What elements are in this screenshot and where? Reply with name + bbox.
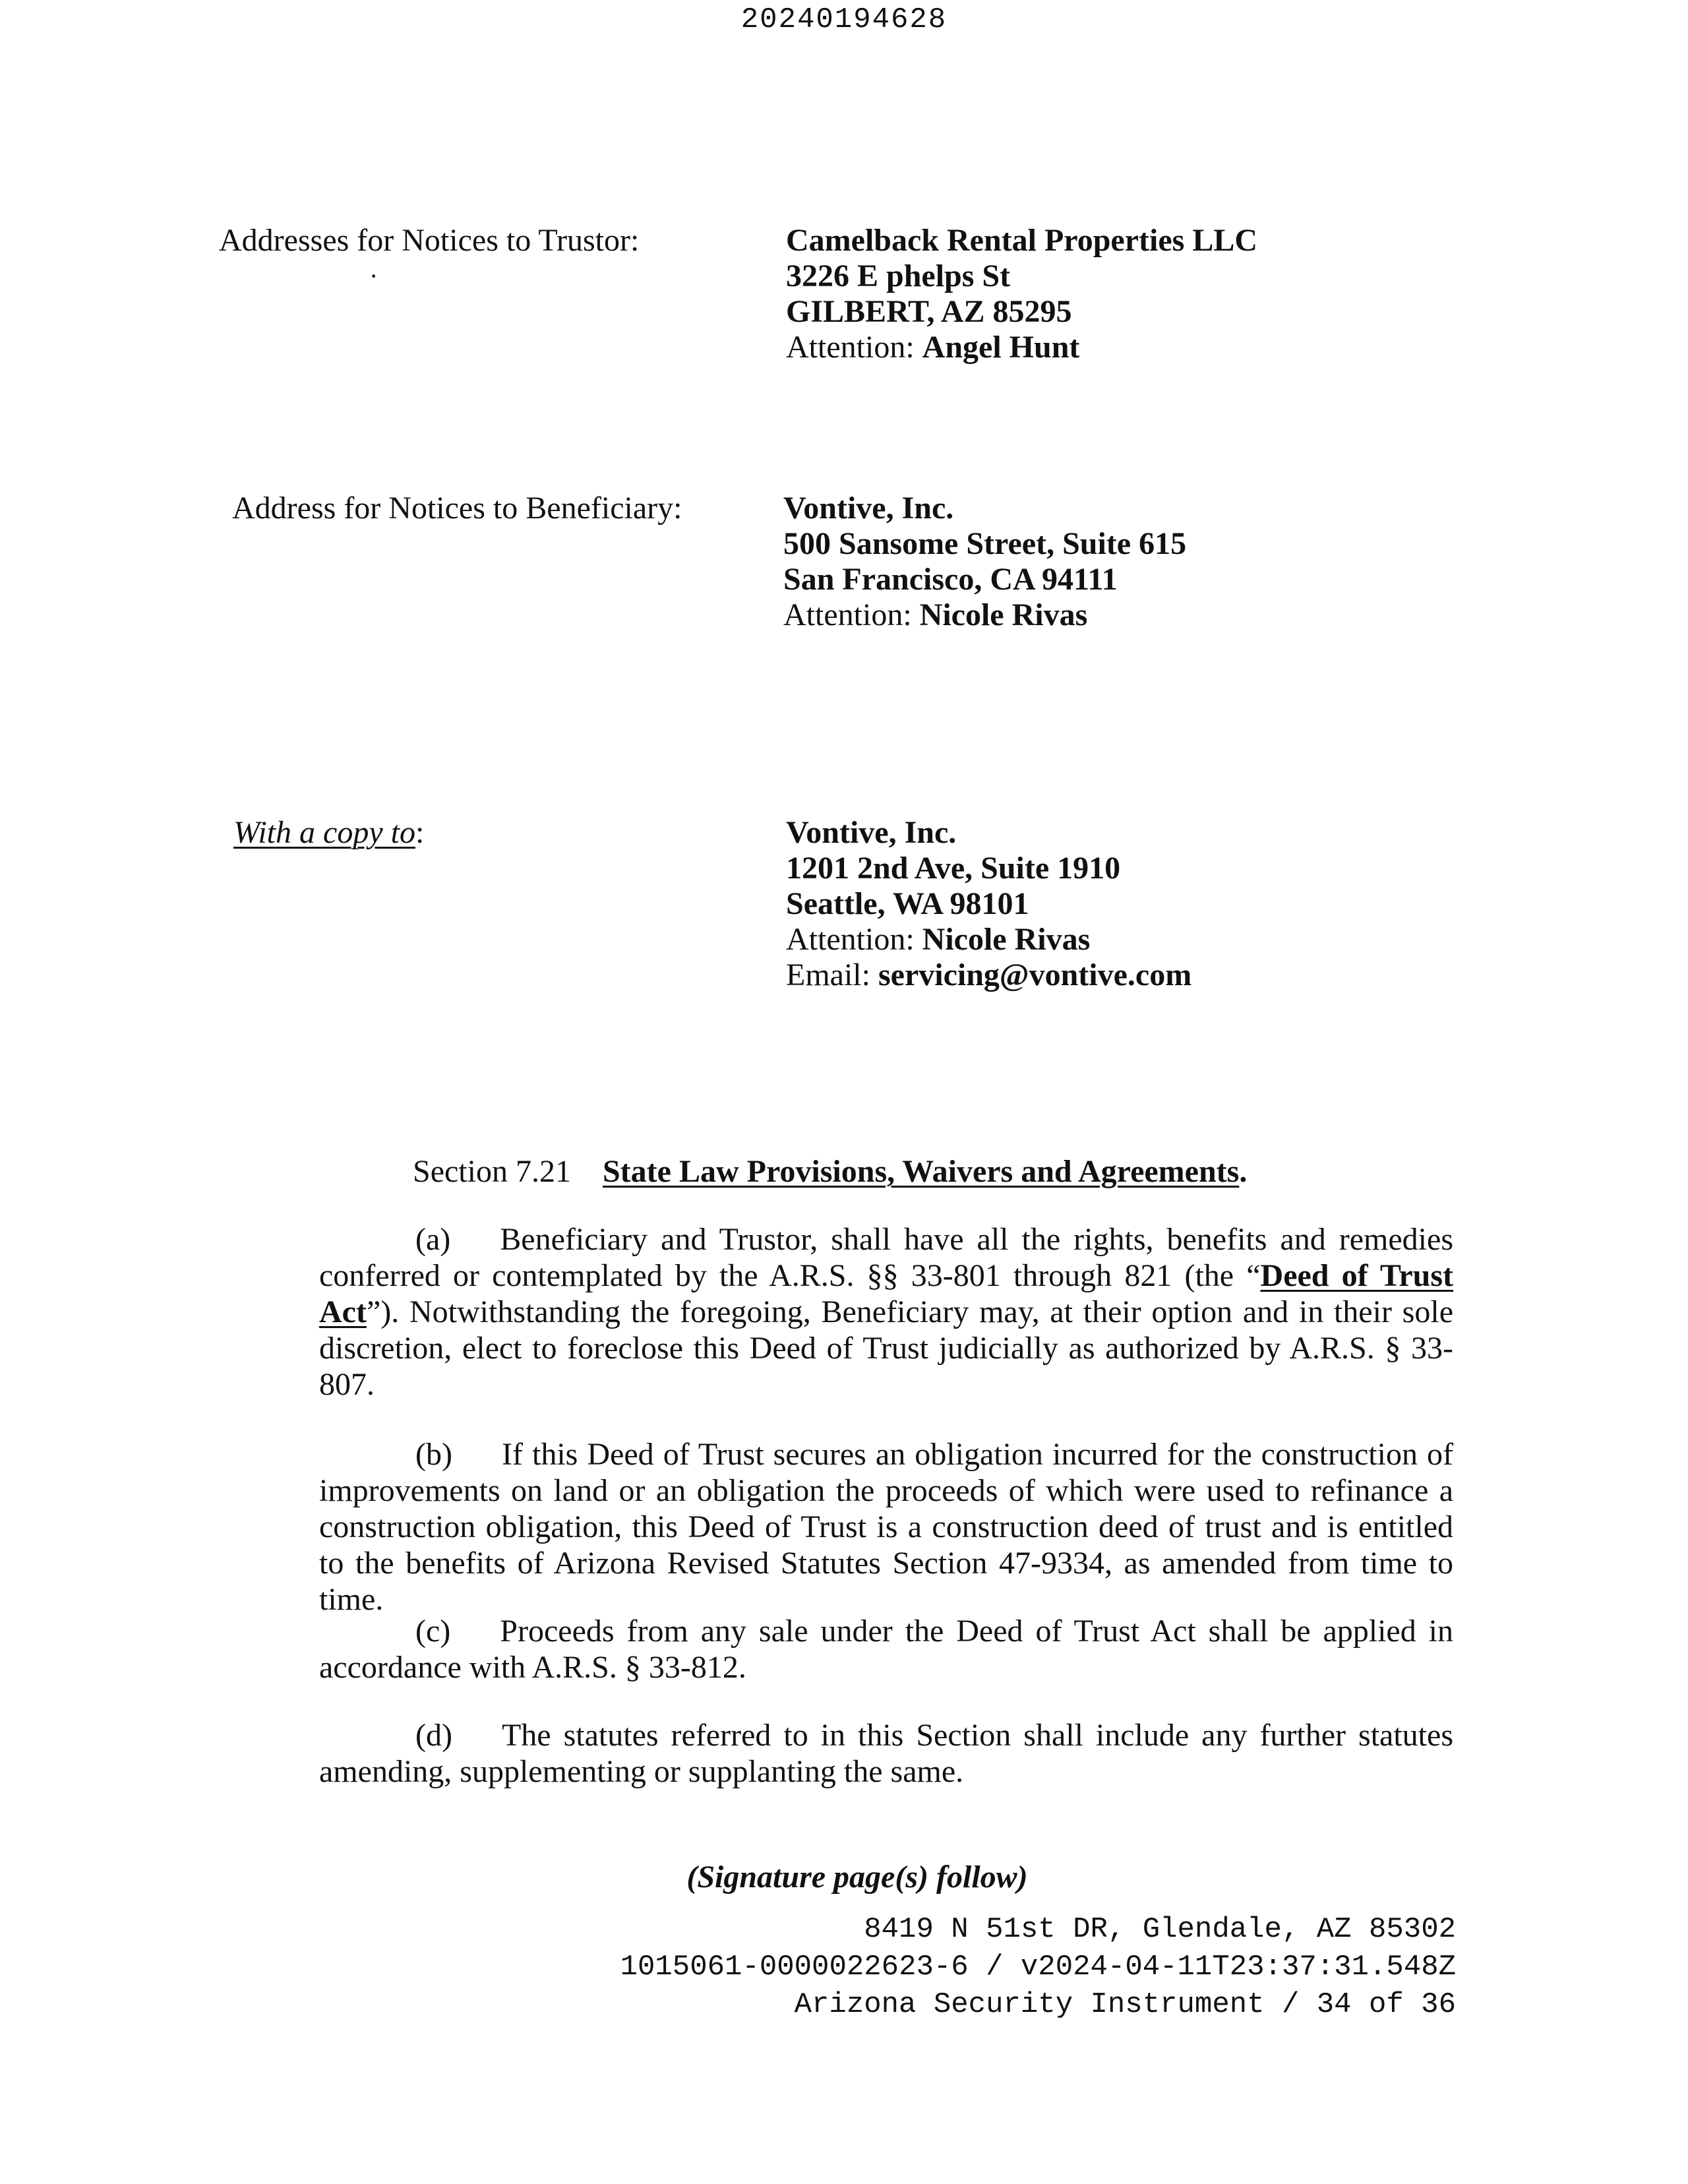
attention-name: Nicole Rivas <box>922 922 1091 957</box>
attention-label: Attention: <box>786 922 915 957</box>
paragraph-b-tag: (b) <box>415 1437 452 1472</box>
trustor-label: Addresses for Notices to Trustor: <box>219 223 640 258</box>
copy-to-text: With a copy to <box>233 815 415 850</box>
deed-of-trust-act-term: Deed of Trust Act <box>319 1258 1454 1329</box>
paragraph-d-tag: (d) <box>415 1718 452 1753</box>
beneficiary-attention <box>783 597 1186 633</box>
copy-email <box>786 957 1191 993</box>
beneficiary-name: Vontive, Inc. <box>783 491 954 526</box>
section-title-period: . <box>1239 1154 1248 1189</box>
trustor-city: GILBERT, AZ 85295 <box>786 294 1072 329</box>
paragraph-a <box>319 1221 1453 1403</box>
signature-note: (Signature page(s) follow) <box>686 1860 1028 1895</box>
attention-label: Attention: <box>783 597 912 632</box>
paragraph-a-tag: (a) <box>415 1222 451 1257</box>
paragraph-b <box>319 1436 1453 1618</box>
paragraph-d <box>319 1717 1453 1790</box>
footer-address: 8419 N 51st DR, Glendale, AZ 85302 <box>864 1913 1456 1946</box>
beneficiary-street: 500 Sansome Street, Suite 615 <box>783 526 1187 561</box>
copy-address-block <box>786 815 1191 993</box>
attention-label: Attention: <box>786 330 915 365</box>
footer-block <box>620 1911 1456 2024</box>
email-label: Email: <box>786 957 870 992</box>
section-heading <box>413 1154 1247 1190</box>
paragraph-a-text-2: ”). Notwithstanding the foregoing, Beneficiary may, at their option and in their sole discretion, elect to foreclose this Deed of Trust judicially as authorized by A.R.S. § 33-807. <box>319 1294 1453 1402</box>
beneficiary-city: San Francisco, CA 94111 <box>783 562 1118 597</box>
paragraph-c <box>319 1613 1453 1685</box>
attention-name: Nicole Rivas <box>919 597 1088 632</box>
copy-to-colon: : <box>415 815 425 850</box>
stray-dot: · <box>369 261 378 291</box>
paragraph-c-text: Proceeds from any sale under the Deed of Trust Act shall be applied in accordance with A.R.S. § 33-812. <box>319 1614 1453 1685</box>
attention-name: Angel Hunt <box>922 330 1080 365</box>
trustor-name: Camelback Rental Properties LLC <box>786 223 1258 258</box>
paragraph-a-text-1: Beneficiary and Trustor, shall have all the rights, benefits and remedies conferred or contemplated by the A.R.S. §§ 33-801 through 821 (the “ <box>319 1222 1453 1293</box>
trustor-attention <box>786 330 1257 365</box>
beneficiary-label: Address for Notices to Beneficiary: <box>232 491 682 526</box>
copy-name: Vontive, Inc. <box>786 815 957 850</box>
copy-to-label <box>233 815 424 851</box>
footer-instrument-page: Arizona Security Instrument / 34 of 36 <box>794 1988 1456 2021</box>
copy-street: 1201 2nd Ave, Suite 1910 <box>786 851 1121 886</box>
paragraph-d-text: The statutes referred to in this Section shall include any further statutes amending, supplementing or supplanting the same. <box>319 1718 1453 1789</box>
copy-city: Seattle, WA 98101 <box>786 886 1029 921</box>
trustor-address-block <box>786 223 1257 365</box>
section-title: State Law Provisions, Waivers and Agreements <box>602 1154 1240 1189</box>
section-number: Section 7.21 <box>413 1154 571 1189</box>
copy-attention <box>786 922 1191 957</box>
paragraph-c-tag: (c) <box>415 1614 451 1649</box>
paragraph-b-text: If this Deed of Trust secures an obligation incurred for the construction of improvements on land or an obligation the proceeds of which were used to refinance a construction obligation, this Deed of Trust is a construction deed of trust and is entitled to the benefits of Arizona Revised Statutes Section 47-9334, as amended from time to time. <box>319 1437 1453 1617</box>
document-number: 20240194628 <box>740 3 948 36</box>
footer-loan-version: 1015061-0000022623-6 / v2024-04-11T23:37:31.548Z <box>620 1951 1456 1984</box>
beneficiary-address-block <box>783 491 1186 633</box>
trustor-street: 3226 E phelps St <box>786 258 1011 293</box>
email-address: servicing@vontive.com <box>878 957 1192 992</box>
